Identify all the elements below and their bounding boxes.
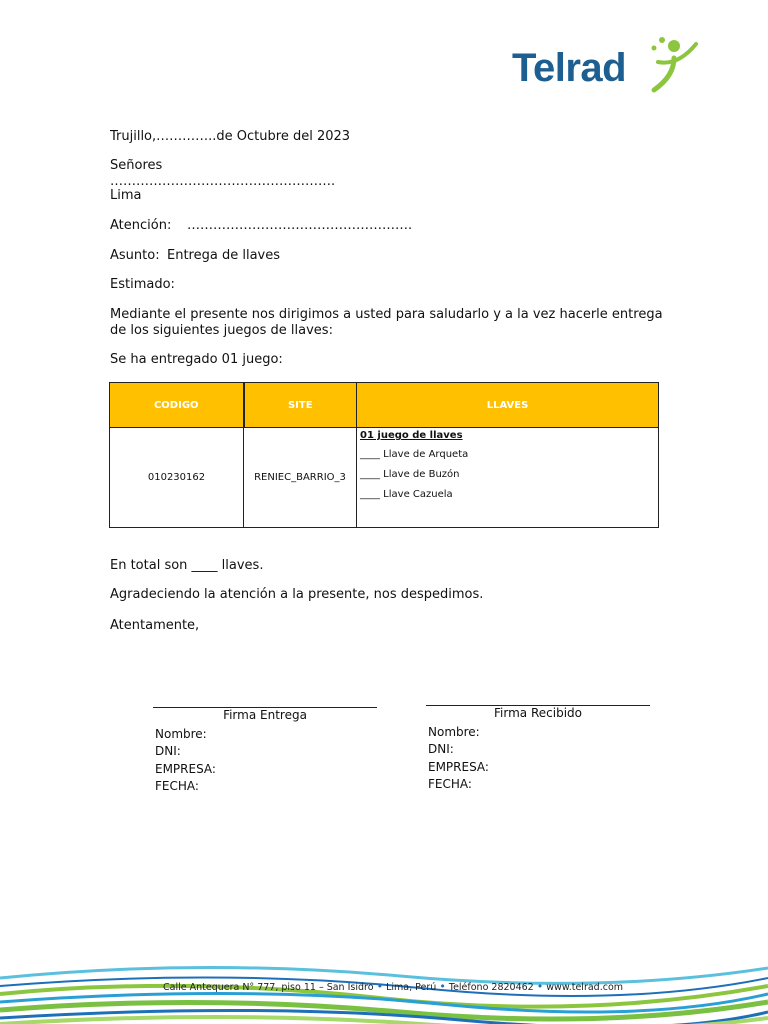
- bullet-icon: •: [439, 980, 446, 993]
- llave-item: ____ Llave de Buzón: [360, 469, 460, 480]
- footer-city: Lima, Perú: [386, 982, 437, 993]
- sig-field-dni: DNI:: [155, 744, 181, 758]
- header-site: SITE: [244, 383, 357, 428]
- sig-field-dni: DNI:: [428, 742, 454, 756]
- sig-field-nombre: Nombre:: [428, 725, 480, 739]
- llave-item: ____ Llave de Arqueta: [360, 449, 469, 460]
- table-row: [110, 428, 659, 528]
- subject-label: Asunto:: [110, 248, 160, 263]
- delivered-line: Se ha entregado 01 juego:: [110, 352, 283, 367]
- signature-title-recibido: Firma Recibido: [494, 706, 582, 720]
- attention-label: Atención:: [110, 218, 172, 233]
- city-line: Lima: [110, 188, 142, 203]
- total-line: En total son ____ llaves.: [110, 558, 264, 573]
- date-line: Trujillo,…………..de Octubre del 2023: [110, 129, 351, 144]
- thanks-line: Agradeciendo la atención a la presente, nos despedimos.: [110, 587, 484, 602]
- bullet-icon: •: [376, 980, 384, 993]
- logo-text: Telrad: [512, 46, 627, 90]
- cell-site: RENIEC_BARRIO_3: [244, 428, 357, 528]
- llave-item: ____ Llave Cazuela: [360, 489, 453, 500]
- footer-phone: Teléfono 2820462: [448, 982, 534, 993]
- closing-line: Atentamente,: [110, 618, 200, 633]
- telrad-logo: [508, 36, 708, 94]
- recipient-label: Señores: [110, 158, 163, 173]
- cell-codigo: 010230162: [110, 428, 244, 528]
- header-llaves: LLAVES: [357, 383, 659, 428]
- recipient-dots: …………………………………………….: [110, 174, 336, 189]
- llaves-title: 01 juego de llaves: [360, 430, 463, 441]
- table-header-row: [110, 383, 659, 428]
- keys-table: [109, 382, 659, 528]
- header-codigo: CODIGO: [110, 383, 244, 428]
- sig-field-nombre: Nombre:: [155, 727, 207, 741]
- footer-address: Calle Antequera N° 777, piso 11 – San Isidro: [163, 982, 374, 993]
- sig-field-fecha: FECHA:: [155, 779, 199, 793]
- bullet-icon: •: [536, 980, 544, 993]
- greeting: Estimado:: [110, 277, 175, 292]
- sig-field-empresa: EMPRESA:: [155, 762, 216, 776]
- intro-paragraph: Mediante el presente nos dirigimos a usted para saludarlo y a la vez hacerle entrega de los siguientes juegos de llaves:: [110, 307, 663, 338]
- sig-field-fecha: FECHA:: [428, 777, 472, 791]
- logo-swoosh-icon: [644, 36, 708, 94]
- signature-title-entrega: Firma Entrega: [223, 708, 307, 722]
- cell-llaves: [357, 428, 659, 528]
- subject-value: Entrega de llaves: [167, 248, 280, 263]
- sig-field-empresa: EMPRESA:: [428, 760, 489, 774]
- attention-dots: …………………………………………….: [187, 218, 413, 233]
- footer-web[interactable]: www.telrad.com: [546, 982, 624, 993]
- footer-contact: [163, 980, 623, 993]
